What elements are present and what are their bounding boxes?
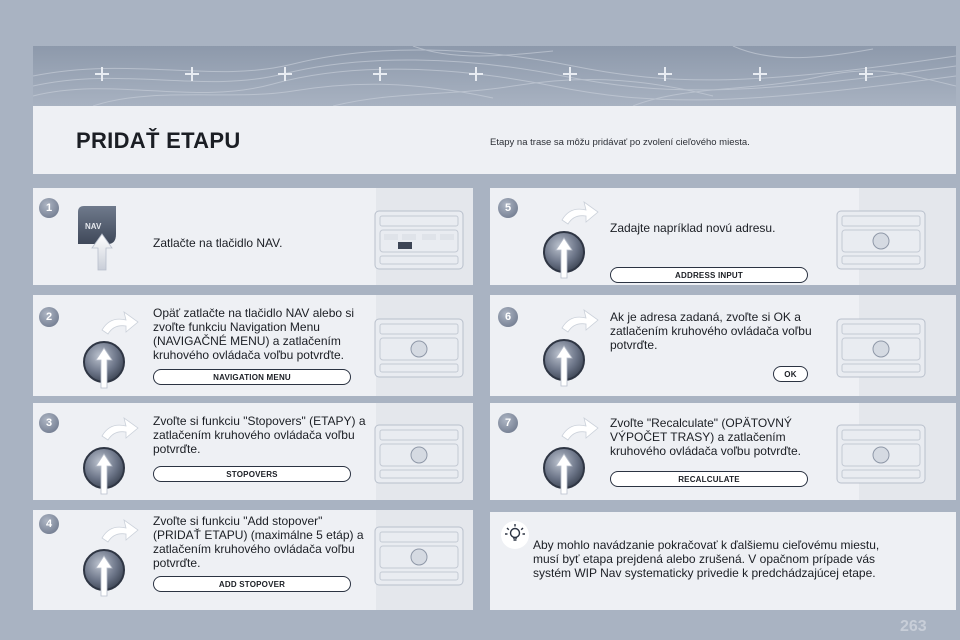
step-7-text: Zvoľte "Recalculate" (OPÄTOVNÝ VÝPOČET TRASY) a zatlačením kruhového ovládača voľbu potvrďte.	[610, 416, 801, 458]
rotary-knob-icon	[540, 306, 602, 388]
step-5-text: Zadajte napríklad novú adresu.	[610, 221, 776, 235]
ok-button[interactable]: OK	[773, 366, 808, 382]
tip-text: Aby mohlo navádzanie pokračovať k ďalšiemu cieľovému miestu, musí byť etapa prejdená alebo zrušená. V opačnom prípade vás systém WIP Nav systematicky privedie k predchádzajúcej etape.	[533, 538, 880, 580]
radio-unit-icon	[374, 210, 464, 270]
step-2-text: Opäť zatlačte na tlačidlo NAV alebo si zvoľte funkciu Navigation Menu (NAVIGAČNÉ MENU) a zatlačením kruhového ovládača voľbu potvrďte.	[153, 306, 355, 362]
page-number: 263	[900, 618, 927, 635]
step-number-1: 1	[39, 198, 59, 218]
radio-unit-icon	[374, 424, 464, 484]
topo-decoration	[33, 46, 956, 106]
rotary-knob-icon	[540, 414, 602, 496]
intro-text: Etapy na trase sa môžu pridávať po zvolení cieľového miesta.	[490, 137, 750, 148]
radio-unit-icon	[374, 526, 464, 586]
recalculate-button[interactable]: RECALCULATE	[610, 471, 808, 487]
radio-unit-icon	[374, 318, 464, 378]
step-3-text: Zvoľte si funkciu "Stopovers" (ETAPY) a zatlačením kruhového ovládača voľbu potvrďte.	[153, 414, 366, 456]
step-number-4: 4	[39, 514, 59, 534]
step-6-text: Ak je adresa zadaná, zvoľte si OK a zatlačením kruhového ovládača voľbu potvrďte.	[610, 310, 812, 352]
step-number-6: 6	[498, 307, 518, 327]
radio-unit-icon	[836, 318, 926, 378]
page-title: PRIDAŤ ETAPU	[76, 128, 241, 153]
stopovers-button[interactable]: STOPOVERS	[153, 466, 351, 482]
rotary-knob-icon	[540, 198, 602, 280]
radio-unit-icon	[836, 424, 926, 484]
navigation-menu-button[interactable]: NAVIGATION MENU	[153, 369, 351, 385]
lightbulb-icon	[500, 520, 530, 550]
radio-unit-icon	[836, 210, 926, 270]
address-input-button[interactable]: ADDRESS INPUT	[610, 267, 808, 283]
step-1-text: Zatlačte na tlačidlo NAV.	[153, 236, 283, 250]
step-number-3: 3	[39, 413, 59, 433]
rotary-knob-icon	[80, 516, 142, 598]
rotary-knob-icon	[80, 308, 142, 390]
nav-button-label: NAV	[85, 222, 102, 231]
nav-button-icon	[76, 204, 142, 272]
step-number-2: 2	[39, 307, 59, 327]
add-stopover-button[interactable]: ADD STOPOVER	[153, 576, 351, 592]
step-4-text: Zvoľte si funkciu "Add stopover" (PRIDAŤ ETAPU) (maximálne 5 etáp) a zatlačením kruhového ovládača voľbu potvrďte.	[153, 514, 364, 570]
header-band	[33, 46, 956, 106]
step-number-5: 5	[498, 198, 518, 218]
step-number-7: 7	[498, 413, 518, 433]
rotary-knob-icon	[80, 414, 142, 496]
